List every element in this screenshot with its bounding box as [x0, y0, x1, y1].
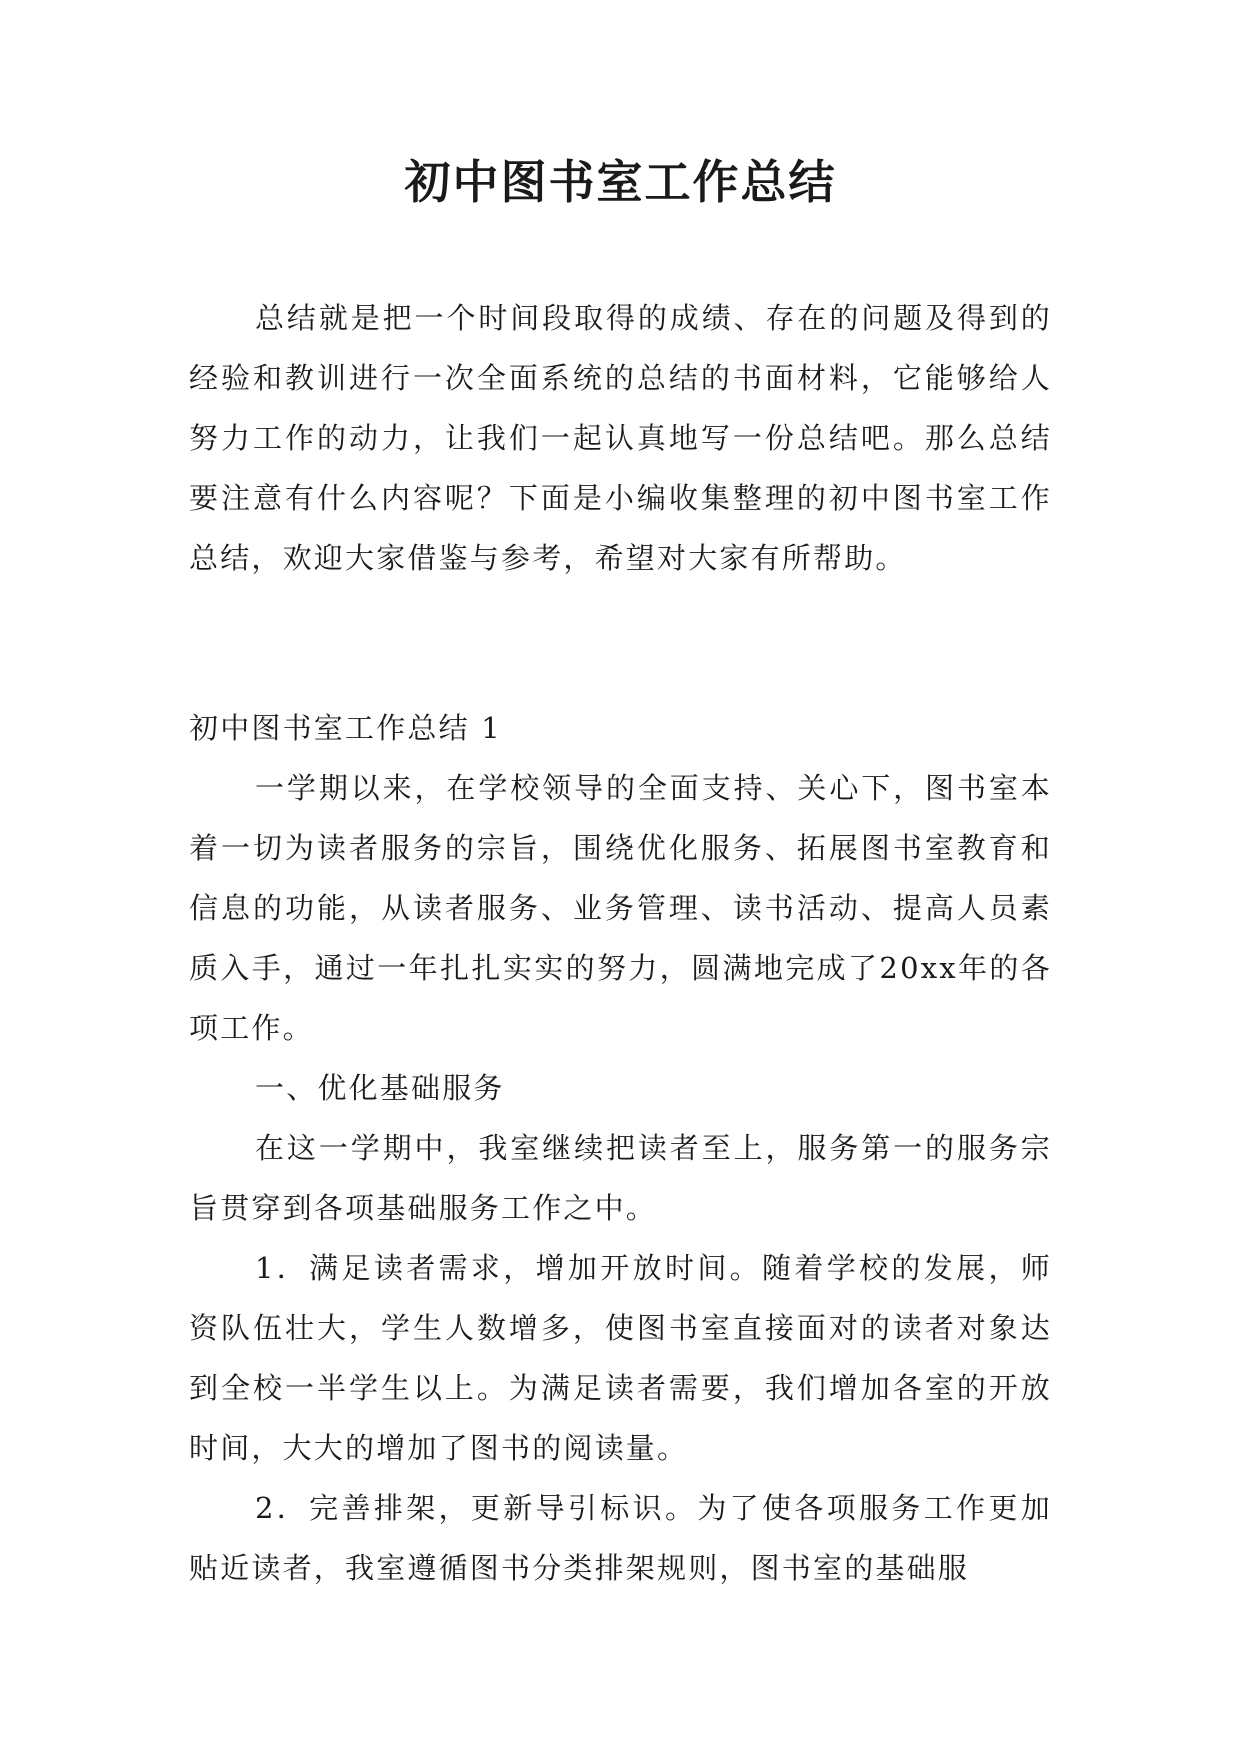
- document-title: 初中图书室工作总结: [404, 155, 837, 209]
- section-heading: 初中图书室工作总结 1: [189, 711, 502, 745]
- body-paragraph: 在这一学期中，我室继续把读者至上，服务第一的服务宗旨贯穿到各项基础服务工作之中。: [189, 1131, 1052, 1225]
- list-paragraph: 1．满足读者需求，增加开放时间。随着学校的发展，师资队伍壮大，学生人数增多，使图书室直接面对的读者对象达到全校一半学生以上。为满足读者需要，我们增加各室的开放时间，大大的增加了图书的阅读量。: [189, 1251, 1052, 1465]
- body-paragraph: 一学期以来，在学校领导的全面支持、关心下，图书室本着一切为读者服务的宗旨，围绕优化服务、拓展图书室教育和信息的功能，从读者服务、业务管理、读书活动、提高人员素质入手，通过一年扎扎实实的努力，圆满地完成了20xx年的各项工作。: [189, 771, 1052, 1045]
- subheading: 一、优化基础服务: [255, 1071, 505, 1105]
- intro-paragraph: 总结就是把一个时间段取得的成绩、存在的问题及得到的经验和教训进行一次全面系统的总结的书面材料，它能够给人努力工作的动力，让我们一起认真地写一份总结吧。那么总结要注意有什么内容呢？下面是小编收集整理的初中图书室工作总结，欢迎大家借鉴与参考，希望对大家有所帮助。: [189, 301, 1052, 575]
- list-paragraph: 2．完善排架，更新导引标识。为了使各项服务工作更加贴近读者，我室遵循图书分类排架规则，图书室的基础服: [189, 1491, 1052, 1585]
